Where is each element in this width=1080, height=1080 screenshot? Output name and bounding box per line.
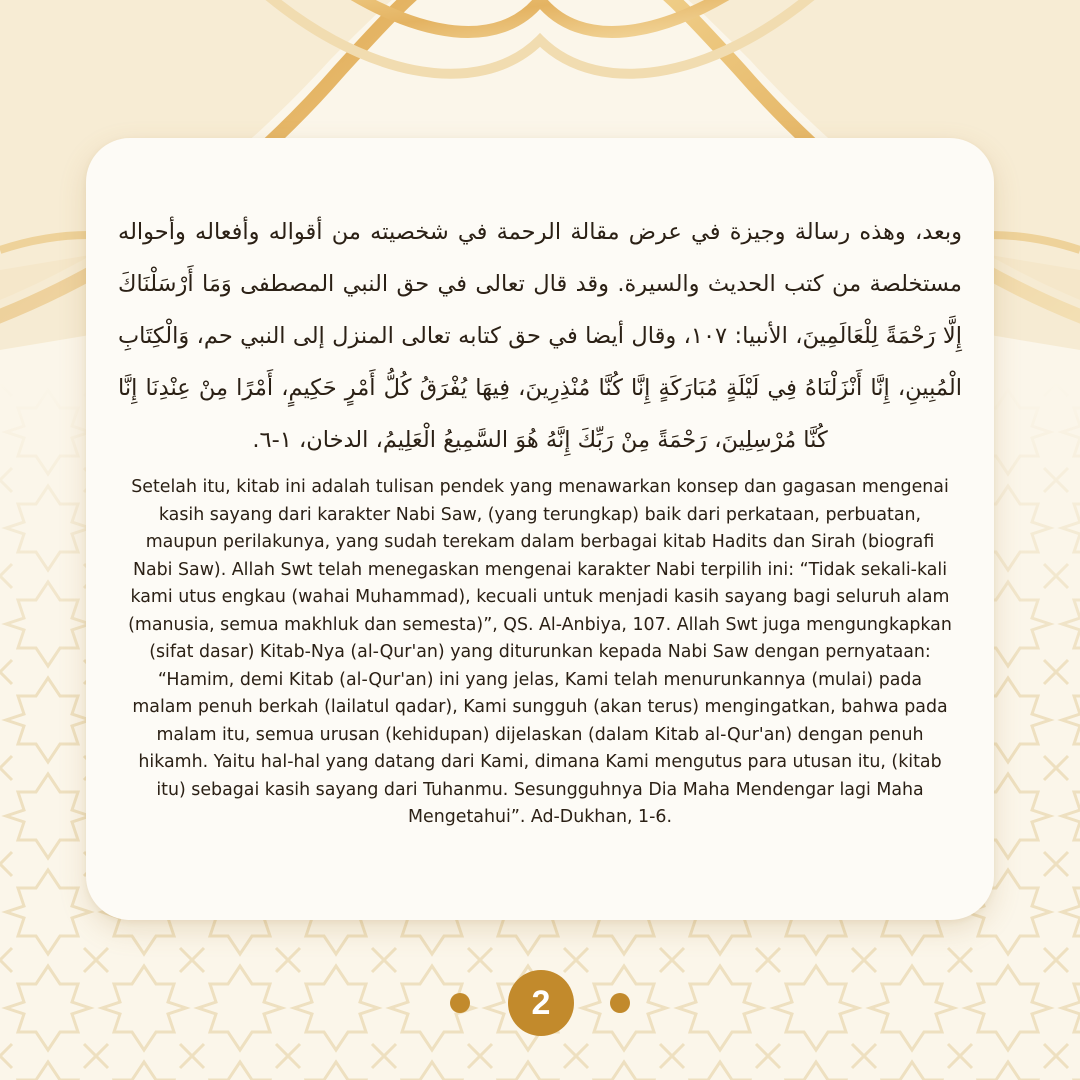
prev-dot-icon[interactable] (450, 993, 470, 1013)
pagination (0, 970, 1080, 1036)
arabic-paragraph: وبعد، وهذه رسالة وجيزة في عرض مقالة الرحمة في شخصيته من أقواله وأفعاله وأحواله مستخلصة من كتب الحديث والسيرة. وقد قال تعالى في حق النبي المصطفى وَمَا أَرْسَلْنَاكَ إِلَّا رَحْمَةً لِلْعَالَمِينَ، الأنبيا: ١٠٧، وقال أيضا في حق كتابه تعالى المنزل إلى النبي حم، وَالْكِتَابِ الْمُبِينِ، إِنَّا أَنْزَلْنَاهُ فِي لَيْلَةٍ مُبَارَكَةٍ إِنَّا كُنَّا مُنْذِرِينَ، فِيهَا يُفْرَقُ كُلُّ أَمْرٍ حَكِيمٍ، أَمْرًا مِنْ عِنْدِنَا إِنَّا كُنَّا مُرْسِلِينَ، رَحْمَةً مِنْ رَبِّكَ إِنَّهُ هُوَ السَّمِيعُ الْعَلِيمُ، الدخان، ١-٦. (118, 219, 962, 453)
next-dot-icon[interactable] (610, 993, 630, 1013)
translation-paragraph: Setelah itu, kitab ini adalah tulisan pendek yang menawarkan konsep dan gagasan mengenai kasih sayang dari karakter Nabi Saw, (yang terungkap) baik dari perkataan, perbuatan, maupun perilakunya, yang sudah terekam dalam berbagai kitab Hadits dan Sirah (biografi Nabi Saw). Allah Swt telah menegaskan mengenai karakter Nabi terpilih ini: “Tidak sekali-kali kami utus engkau (wahai Muhammad), kecuali untuk menjadi kasih sayang bagi seluruh alam (manusia, semua makhluk dan semesta)”, QS. Al-Anbiya, 107. Allah Swt juga mengungkapkan (sifat dasar) Kitab-Nya (al-Qur'an) yang diturunkan kepada Nabi Saw dengan pernyataan: “Hamim, demi Kitab (al-Qur'an) ini yang jelas, Kami telah menurunkannya (mulai) pada malam penuh berkah (lailatul qadar), Kami sungguh (akan terus) mengingatkan, bahwa pada malam itu, semua urusan (kehidupan) dijelaskan (dalam Kitab al-Qur'an) dengan penuh hikamh. Yaitu hal-hal yang datang dari Kami, dimana Kami mengutus para utusan itu, (kitab itu) sebagai kasih sayang dari Tuhanmu. Sesungguhnya Dia Maha Mendengar lagi Maha Mengetahui”. Ad-Dukhan, 1-6. (128, 477, 952, 827)
page-number-badge: 2 (508, 970, 574, 1036)
